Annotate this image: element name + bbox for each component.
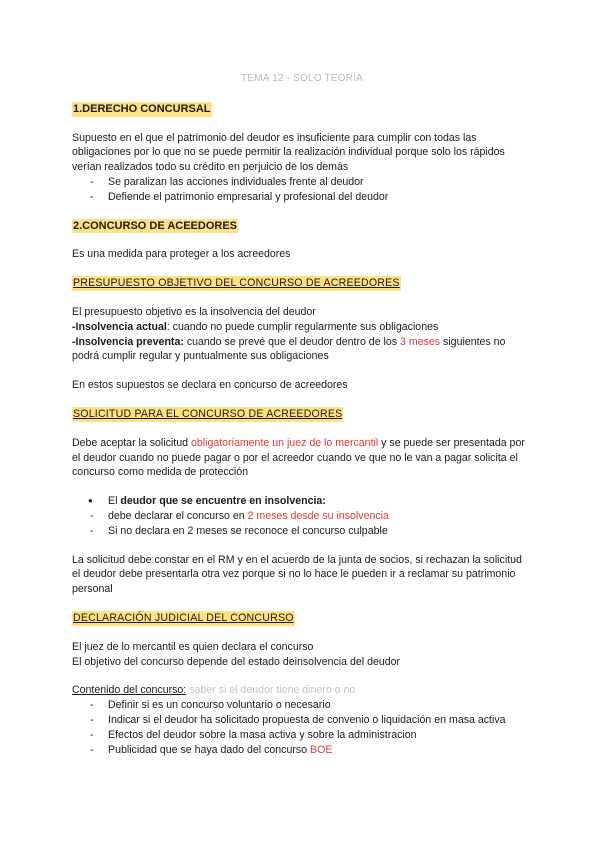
page-header: TEMA 12 - SOLO TEORÍA bbox=[241, 73, 363, 84]
solicitud-paragraph-2: La solicitud debe constar en el RM y en el acuerdo de la junta de socios, si rechazan la solicitud el deudor debe presentarla otra vez porque si no lo hace le pueden ir a reclamar su patrimonio personal bbox=[72, 553, 522, 596]
contenido-note: saber si el deudor tiene dinero o no bbox=[186, 684, 356, 697]
solicitud-text-a: Debe aceptar la solicitud bbox=[72, 436, 191, 449]
list-item bbox=[72, 509, 532, 524]
last-item-text: Publicidad que se haya dado del concurso bbox=[108, 743, 311, 756]
insolvencia-preventa bbox=[72, 335, 532, 365]
solicitud-dot-list bbox=[72, 494, 532, 509]
presupuesto-line: El presupuesto objetivo es la insolvencia del deudor bbox=[72, 305, 316, 318]
solicitud-title: SOLICITUD PARA EL CONCURSO DE ACREEDORES bbox=[73, 407, 343, 420]
list-item: - Indicar si el deudor ha solicitado propuesta de convenio o liquidación en masa activa bbox=[72, 713, 532, 728]
insolvencia-preventa-label: -Insolvencia preventa: bbox=[72, 335, 184, 348]
section-1-paragraph: Supuesto en el que el patrimonio del deudor es insuficiente para cumplir con todas las obligaciones por lo que no se puede permitir la realización individual porque solo los rápidos verían realizados todo su crédito en perjuicio de los demás bbox=[72, 131, 505, 174]
dash1-red: 2 meses desde su insolvencia bbox=[247, 509, 389, 522]
dot-prefix: El bbox=[108, 495, 121, 508]
presupuesto-title: PRESUPUESTO OBJETIVO DEL CONCURSO DE ACREEDORES bbox=[73, 277, 400, 290]
solicitud-paragraph bbox=[72, 436, 532, 480]
section-2 bbox=[72, 219, 532, 263]
page-content bbox=[72, 72, 532, 757]
presupuesto-section bbox=[72, 276, 532, 393]
list-item: - Defiende el patrimonio empresarial y profesional del deudor bbox=[72, 190, 532, 205]
dash1-text: debe declarar el concurso en bbox=[108, 509, 248, 522]
insolvencia-actual bbox=[72, 320, 532, 335]
insolvencia-preventa-text-a: cuando se prevé que el deudor dentro de los bbox=[183, 335, 401, 348]
declaracion-title: DECLARACIÓN JUDICIAL DEL CONCURSO bbox=[73, 611, 294, 624]
list-item bbox=[72, 494, 532, 509]
solicitud-section bbox=[72, 407, 532, 597]
dot-bold: deudor que se encuentre en insolvencia: bbox=[120, 495, 326, 508]
declaracion-line-2: El objetivo del concurso depende del estado deinsolvencia del deudor bbox=[72, 655, 401, 668]
insolvencia-preventa-text-b: siguientes no podrá cumplir regular y puntualmente sus obligaciones bbox=[72, 335, 506, 363]
section-2-title: 2.CONCURSO DE ACEEDORES bbox=[73, 219, 238, 232]
list-item: - Definir si es un concurso voluntario o necesario bbox=[72, 698, 532, 713]
declaracion-line-1: El juez de lo mercantil es quien declara el concurso bbox=[72, 640, 314, 653]
section-1 bbox=[72, 102, 532, 205]
section-1-list bbox=[72, 175, 532, 205]
insolvencia-preventa-red: 3 meses bbox=[400, 335, 441, 348]
solicitud-dash-list bbox=[72, 509, 532, 539]
contenido-label: Contenido del concurso: bbox=[72, 684, 187, 697]
list-item: - Efectos del deudor sobre la masa activa y sobre la administracion bbox=[72, 728, 532, 743]
insolvencia-actual-text: : cuando no puede cumplir regularmente sus obligaciones bbox=[166, 320, 439, 333]
declaracion-section bbox=[72, 611, 532, 757]
solicitud-red: obligatoriamente un juez de lo mercantil bbox=[190, 436, 379, 449]
list-item: - Si no declara en 2 meses se reconoce el concurso culpable bbox=[72, 524, 532, 539]
list-item: - Se paralizan las acciones individuales frente al deudor bbox=[72, 175, 532, 190]
contenido-line bbox=[72, 683, 532, 698]
presupuesto-closing: En estos supuestos se declara en concurso de acreedores bbox=[72, 379, 348, 392]
last-item-red: BOE bbox=[310, 743, 333, 756]
list-item bbox=[72, 743, 532, 758]
solicitud-text-b: y se puede ser presentada por el deudor cuando no puede pagar o por el acreedor cuando ve que no le van a pagar solicita el concurso como medida de protección bbox=[72, 436, 525, 479]
contenido-list bbox=[72, 698, 532, 757]
insolvencia-actual-label: -Insolvencia actual bbox=[72, 320, 167, 333]
section-1-title: 1.DERECHO CONCURSAL bbox=[73, 102, 211, 115]
section-2-paragraph: Es una medida para proteger a los acreedores bbox=[72, 248, 291, 261]
